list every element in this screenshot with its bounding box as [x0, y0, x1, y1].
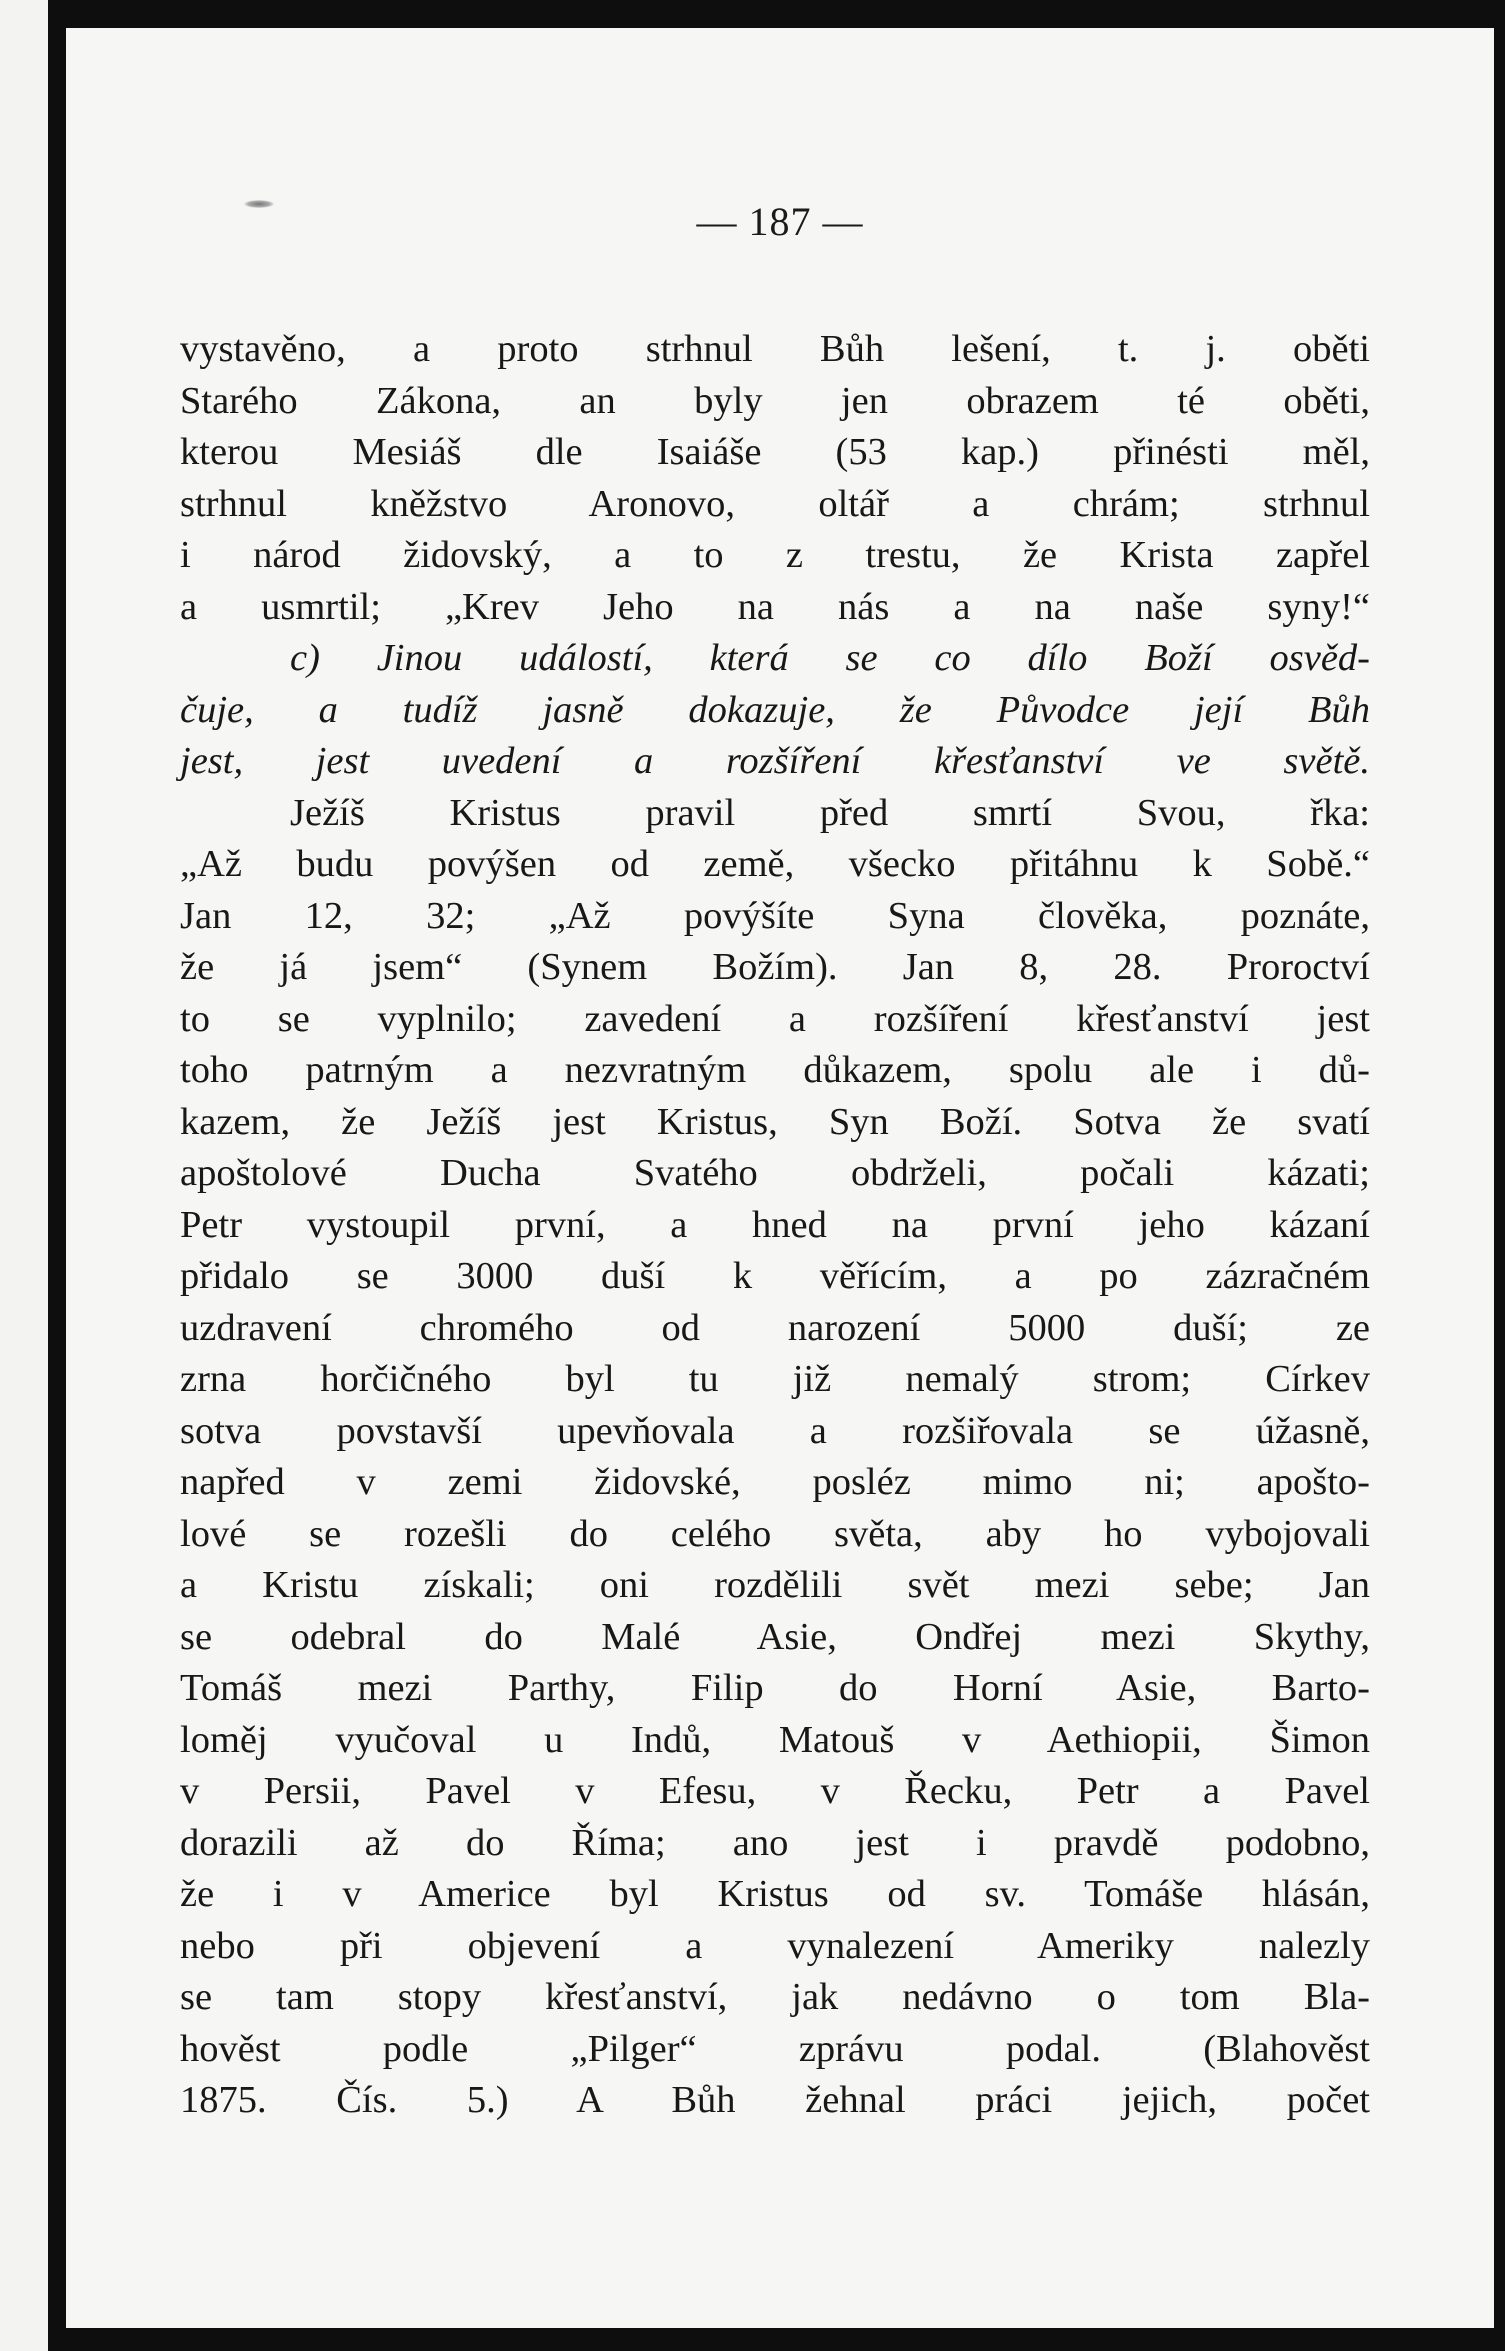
text-line: vystavěno, a proto strhnul Bůh lešení, t. j. oběti: [180, 328, 1370, 370]
text-line: „Až budu povýšen od země, všecko přitáhnu k Sobě.“: [180, 843, 1370, 885]
text-line: 1875. Čís. 5.) A Bůh žehnal práci jejich, počet: [180, 2079, 1370, 2121]
book-page: [66, 28, 1494, 2328]
text-line: uzdravení chromého od narození 5000 duší; ze: [180, 1306, 1370, 1349]
text-line: napřed v zemi židovské, posléz mimo ni; apošto-: [180, 1461, 1370, 1503]
text-line: že i v Americe byl Kristus od sv. Tomáše hlásán,: [180, 1873, 1370, 1915]
text-line: jest, jest uvedení a rozšíření křesťanství ve světě.: [180, 740, 1370, 782]
text-line: i národ židovský, a to z trestu, že Krista zapřel: [180, 534, 1370, 576]
text-line: čuje, a tudíž jasně dokazuje, že Původce její Bůh: [180, 688, 1370, 731]
text-line: zrna horčičného byl tu již nemalý strom; Církev: [180, 1358, 1370, 1400]
page-number: — 187 —: [696, 199, 864, 244]
text-line: že já jsem“ (Synem Božím). Jan 8, 28. Proroctví: [180, 946, 1370, 988]
text-line: toho patrným a nezvratným důkazem, spolu ale i dů-: [180, 1049, 1370, 1091]
adjacent-page-edge: [0, 0, 48, 2351]
text-line: Starého Zákona, an byly jen obrazem té oběti,: [180, 379, 1370, 422]
text-line: a Kristu získali; oni rozdělili svět mezi sebe; Jan: [180, 1564, 1370, 1606]
text-line: loměj vyučoval u Indů, Matouš v Aethiopii, Šimon: [180, 1718, 1370, 1761]
text-line: dorazili až do Říma; ano jest i pravdě podobno,: [180, 1821, 1370, 1864]
text-line: Tomáš mezi Parthy, Filip do Horní Asie, Barto-: [180, 1667, 1370, 1709]
text-line: nebo při objevení a vynalezení Ameriky nalezly: [180, 1924, 1370, 1967]
text-line: lové se rozešli do celého světa, aby ho vybojovali: [180, 1512, 1370, 1555]
text-line: v Persii, Pavel v Efesu, v Řecku, Petr a Pavel: [180, 1770, 1370, 1812]
body-text: [180, 324, 1370, 2127]
text-line: se odebral do Malé Asie, Ondřej mezi Skythy,: [180, 1615, 1370, 1658]
text-line: c) Jinou událostí, která se co dílo Boží osvěd-: [290, 637, 1370, 679]
text-line: strhnul kněžstvo Aronovo, oltář a chrám; strhnul: [180, 482, 1370, 525]
text-line: kazem, že Ježíš jest Kristus, Syn Boží. Sotva že svatí: [180, 1100, 1370, 1143]
text-line: přidalo se 3000 duší k věřícím, a po zázračném: [180, 1255, 1370, 1297]
text-line: a usmrtil; „Krev Jeho na nás a na naše syny!“: [180, 585, 1370, 628]
text-line: Ježíš Kristus pravil před smrtí Svou, řka:: [290, 791, 1370, 834]
text-line: apoštolové Ducha Svatého obdrželi, počali kázati;: [180, 1152, 1370, 1194]
text-line: Petr vystoupil první, a hned na první jeho kázaní: [180, 1203, 1370, 1246]
text-line: to se vyplnilo; zavedení a rozšíření křesťanství jest: [180, 997, 1370, 1040]
text-line: sotva povstavší upevňovala a rozšiřovala se úžasně,: [180, 1409, 1370, 1452]
text-line: kterou Mesiáš dle Isaiáše (53 kap.) přinésti měl,: [180, 431, 1370, 473]
text-line: se tam stopy křesťanství, jak nedávno o tom Bla-: [180, 1976, 1370, 2018]
text-line: Jan 12, 32; „Až povýšíte Syna člověka, poznáte,: [180, 894, 1370, 937]
text-line: hověst podle „Pilger“ zprávu podal. (Blahověst: [180, 2027, 1370, 2070]
